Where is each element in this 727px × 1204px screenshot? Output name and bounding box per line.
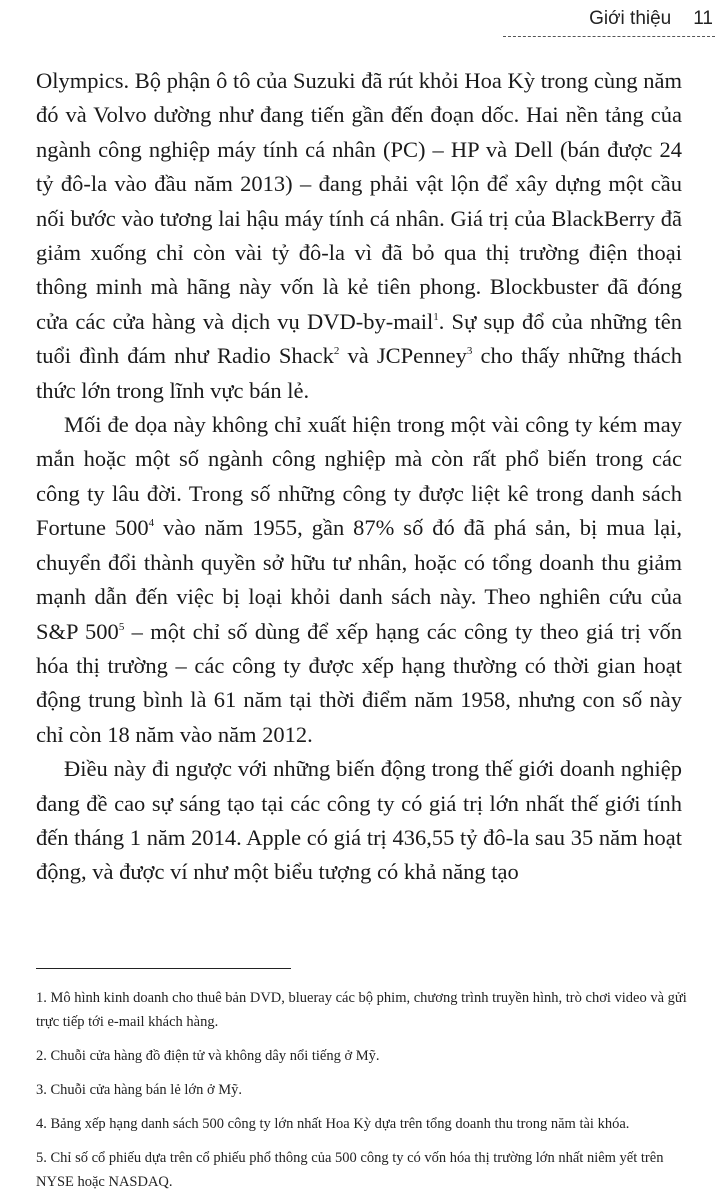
footnote-ref-2: 2 bbox=[333, 345, 340, 358]
footnotes bbox=[36, 986, 696, 1204]
paragraph-3: Điều này đi ngược với những biến động trong thế giới doanh nghiệp đang đề cao sự sáng tạo tại các công ty có giá trị lớn nhất thế giới tính đến tháng 1 năm 2014. Apple có giá trị 436,55 tỷ đô-la sau 35 năm hoạt động, và được ví như một biểu tượng có khả năng tạo bbox=[36, 756, 682, 885]
paragraph-1 bbox=[36, 64, 682, 408]
header-dashed-rule bbox=[503, 36, 715, 37]
footnote-2: 2. Chuỗi cửa hàng đồ điện tử và không dây nổi tiếng ở Mỹ. bbox=[36, 1048, 380, 1064]
footnote-3: 3. Chuỗi cửa hàng bán lẻ lớn ở Mỹ. bbox=[36, 1082, 243, 1098]
footnote-ref-5: 5 bbox=[118, 620, 125, 633]
paragraph-1-text-c: và JCPenney bbox=[339, 343, 467, 369]
footnote-separator bbox=[36, 968, 291, 969]
footnote-1: 1. Mô hình kinh doanh cho thuê bản DVD, blueray các bộ phim, chương trình truyền hình, trò chơi video và gửi trực tiếp tới e-mail khách hàng. bbox=[36, 990, 687, 1030]
page-number: 11 bbox=[693, 8, 713, 29]
paragraph-1-text-b: . Sự sụp đổ của những tên tuổi đình đám như Radio Shack bbox=[36, 308, 682, 369]
section-title: Giới thiệu bbox=[589, 8, 672, 29]
footnote-5: 5. Chỉ số cổ phiếu dựa trên cổ phiếu phổ thông của 500 công ty có vốn hóa thị trường lớn nhất niêm yết trên NYSE hoặc NASDAQ. bbox=[36, 1150, 664, 1190]
footnote-4: 4. Bảng xếp hạng danh sách 500 công ty lớn nhất Hoa Kỳ dựa trên tổng doanh thu trong năm tài khóa. bbox=[36, 1116, 630, 1132]
paragraph-1-text-a: Olympics. Bộ phận ô tô của Suzuki đã rút khỏi Hoa Kỳ trong cùng năm đó và Volvo dường như đang tiến gần đến đoạn dốc. Hai nền tảng của ngành công nghiệp máy tính cá nhân (PC) – HP và Dell (bán được 24 tỷ đô-la vào đầu năm 2013) – đang phải vật lộn để xây dựng một cầu nối bước vào tương lai hậu máy tính cá nhân. Giá trị của BlackBerry đã giảm xuống chỉ còn vài tỷ đô-la vì đã bỏ qua thị trường điện thoại thông minh mà hãng này vốn là kẻ tiên phong. Blockbuster đã đóng cửa các cửa hàng và dịch vụ DVD-by-mail bbox=[36, 68, 682, 334]
paragraph-2-text-a: Mối đe dọa này không chỉ xuất hiện trong một vài công ty kém may mắn hoặc một số ngành công nghiệp mà còn rất phổ biến trong các công ty lâu đời. Trong số những công ty được liệt kê trong danh sách Fortune 500 bbox=[36, 412, 682, 541]
paragraph-2 bbox=[36, 408, 682, 752]
paragraph-2-text-c: – một chỉ số dùng để xếp hạng các công ty theo giá trị vốn hóa thị trường – các công ty được xếp hạng thường có thời gian hoạt động trung bình là 61 năm tại thời điểm năm 1958, nhưng con số này chỉ còn 18 năm vào năm 2012. bbox=[36, 618, 683, 747]
footnote-ref-4: 4 bbox=[148, 517, 155, 530]
footnote-ref-1: 1 bbox=[433, 310, 439, 323]
paragraph-1-text-d: cho thấy những thách thức lớn trong lĩnh vực bán lẻ. bbox=[36, 343, 682, 403]
footnote-ref-3: 3 bbox=[466, 345, 473, 358]
paragraph-2-text-b: vào năm 1955, gần 87% số đó đã phá sản, bị mua lại, chuyển đổi thành quyền sở hữu tư nhân, hoặc có tổng doanh thu giảm mạnh dẫn đến việc bị loại khỏi danh sách này. Theo nghiên cứu của S&P 500 bbox=[36, 515, 682, 644]
running-header bbox=[589, 8, 713, 30]
body-text bbox=[36, 64, 682, 890]
